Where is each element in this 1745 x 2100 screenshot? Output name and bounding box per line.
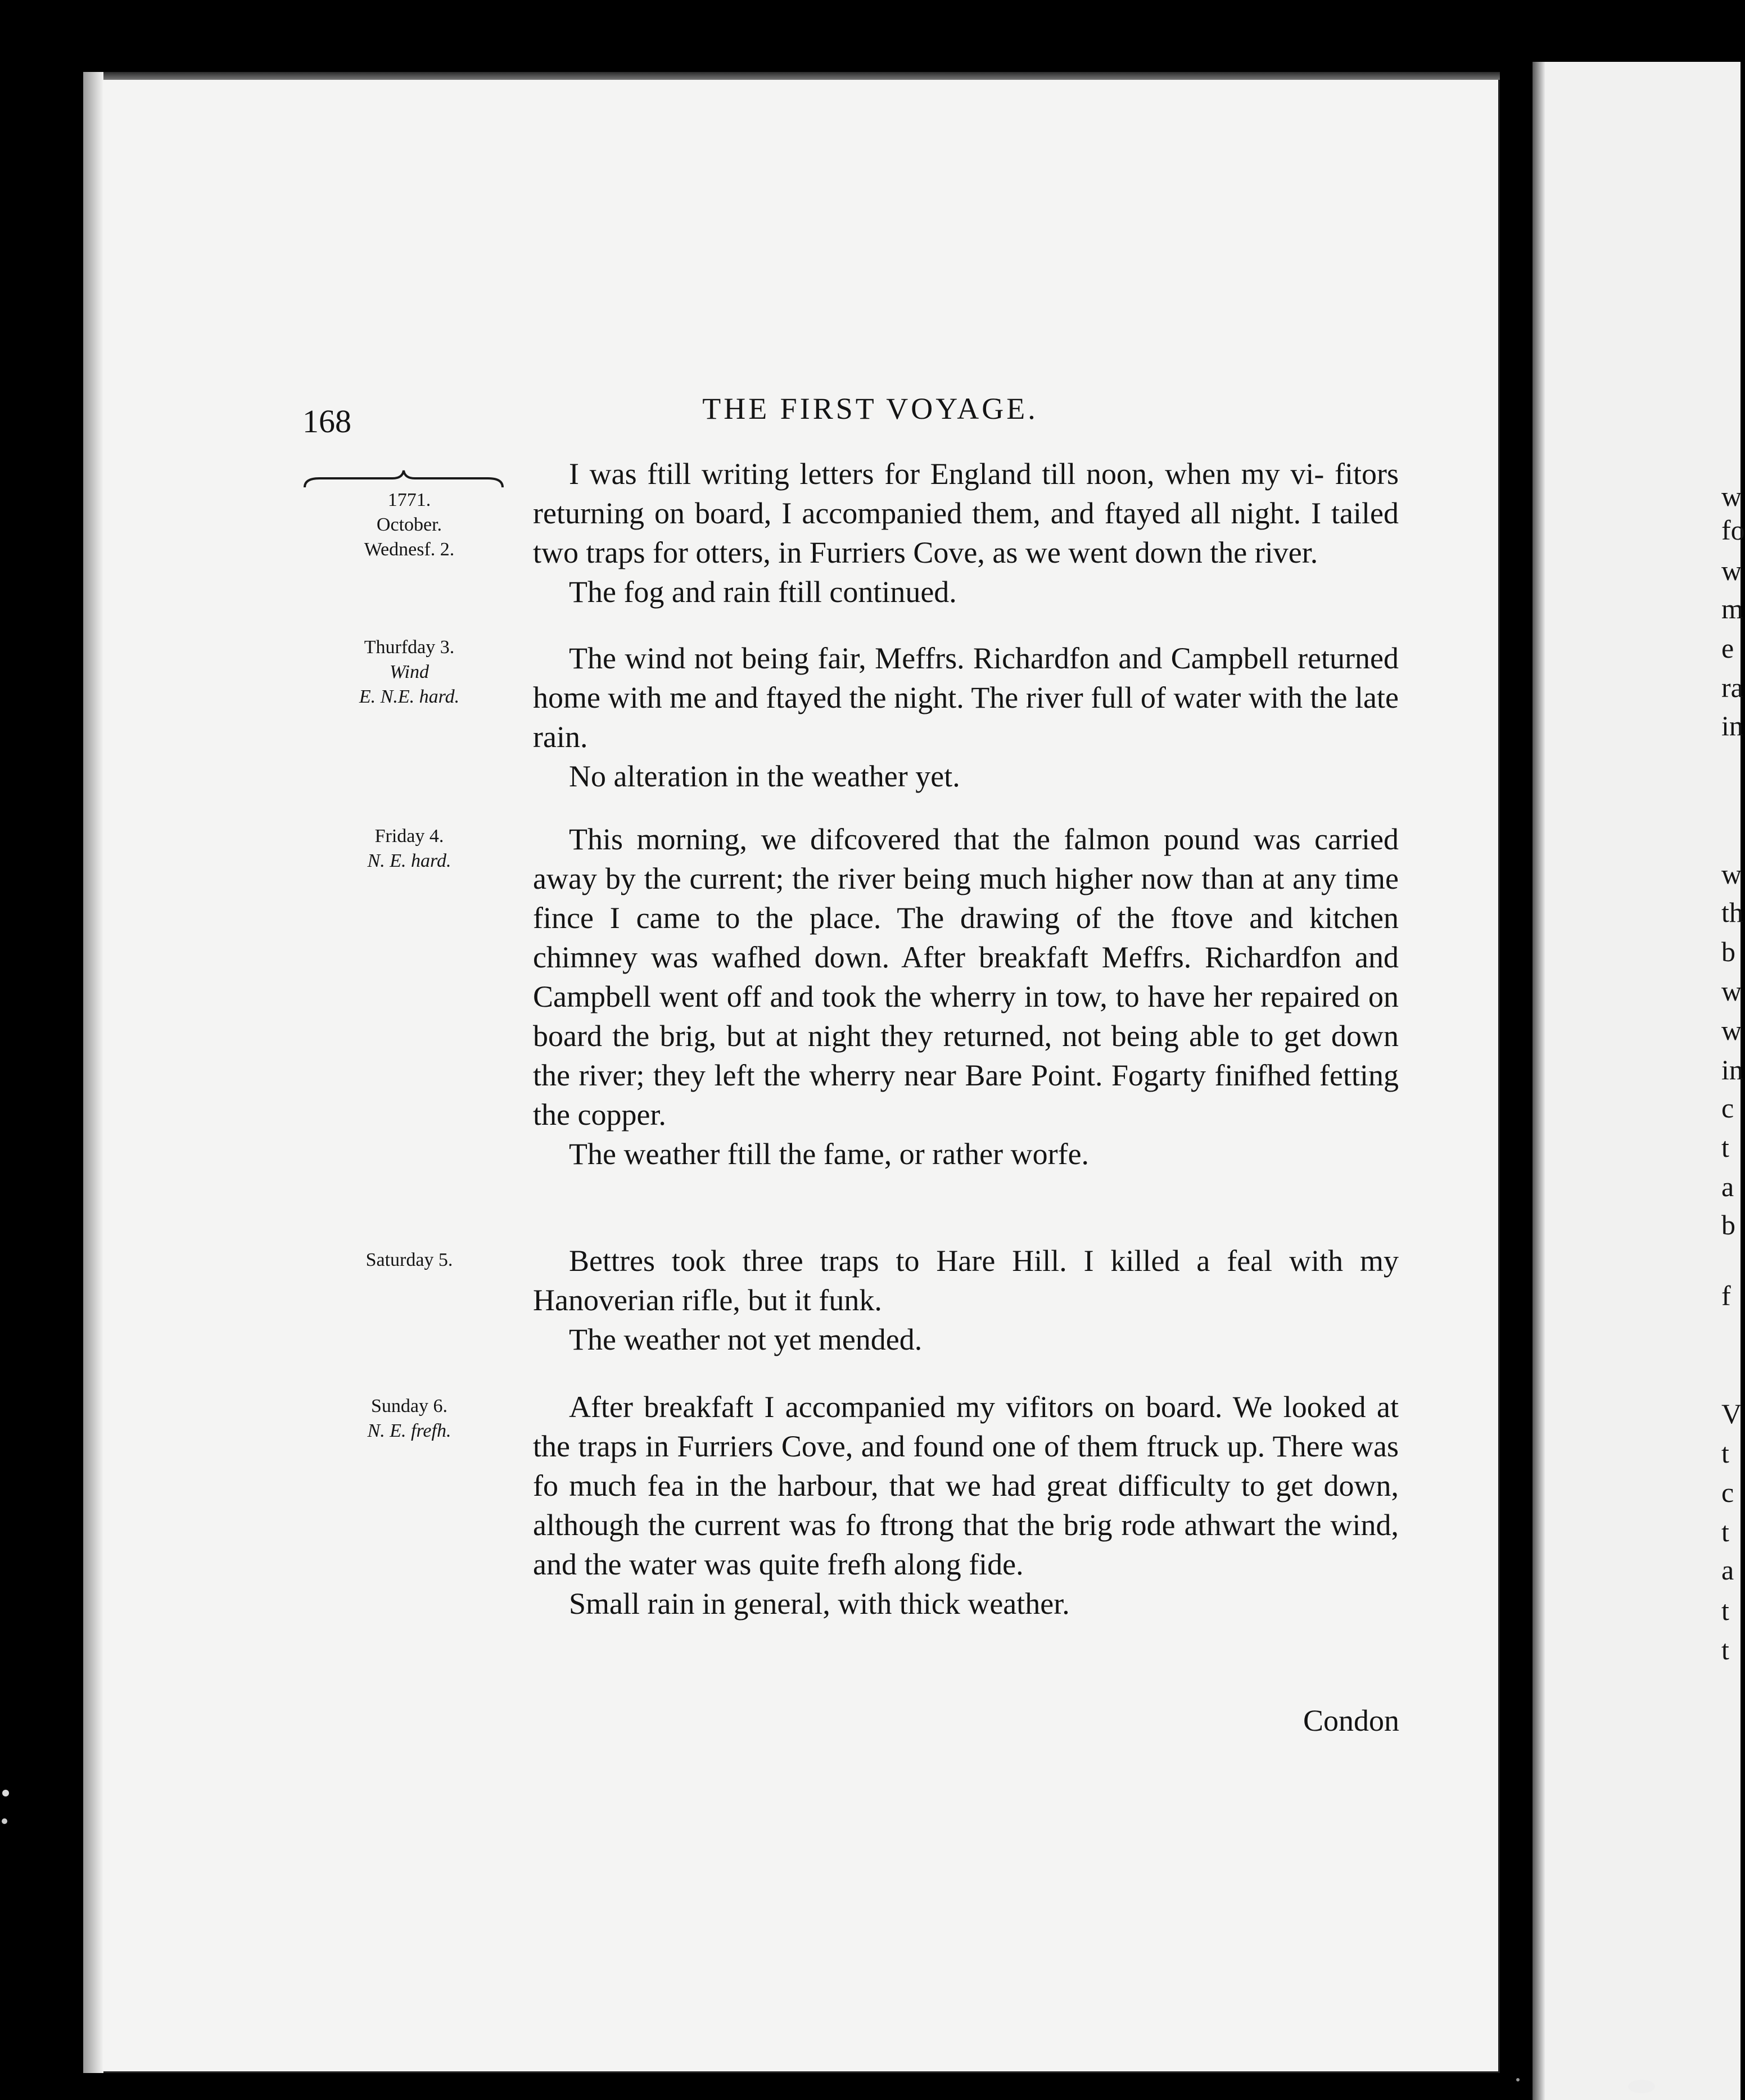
page-number: 168 xyxy=(302,403,351,440)
entry-text: This morning, we difcovered that the falmon pound was carried away by the current; the river being much higher now than at any time fince I came to the place. The drawing of the ftove and kitchen chimney was wafhed down. After breakfaft Meffrs. Richardfon and Campbell went off and took the wherry in tow, to have her repaired on board the brig, but at night they returned, not being able to get down the river; they left the wherry near Bare Point. Fogarty finifhed fetting the copper. xyxy=(533,822,1399,1132)
weather-note: Small rain in general, with thick weather. xyxy=(569,1587,1070,1621)
margin-day: Saturday 5. xyxy=(365,1250,453,1270)
margin-wind: E. N.E. hard. xyxy=(359,686,460,707)
margin-year: 1771. xyxy=(387,490,431,510)
adjacent-page-fragment: t xyxy=(1721,1595,1729,1626)
margin-month: October. xyxy=(376,514,442,535)
adjacent-page-fragment: t xyxy=(1721,1516,1729,1547)
adjacent-page-fragment: in xyxy=(1721,710,1743,741)
entry-text: After breakfaft I accompanied my vifitors on board. We looked at the traps in Furriers Cove, and found one of them ftruck up. There was fo much fea in the harbour, that we had great difficulty to get down, although the current was fo ftrong that the brig rode athwart the wind, and the water was quite frefh along fide. xyxy=(533,1390,1399,1581)
margin-day: Sunday 6. xyxy=(371,1396,447,1416)
running-head-text: THE FIRST VOYAGE. xyxy=(702,392,1038,426)
weather-note: The fog and rain ftill continued. xyxy=(569,575,957,609)
adjacent-page-fragment: c xyxy=(1721,1092,1734,1124)
adjacent-page-fragment: b xyxy=(1721,1209,1735,1241)
adjacent-page-fragment: t xyxy=(1721,1132,1729,1163)
adjacent-page-fragment: m xyxy=(1721,593,1743,624)
adjacent-page-fragment: e xyxy=(1721,632,1734,664)
margin-day: Friday 4. xyxy=(374,826,444,847)
adjacent-page-fragment: c xyxy=(1721,1477,1734,1508)
catchword: Condon xyxy=(1303,1704,1400,1737)
adjacent-page-fragment: t xyxy=(1721,1634,1729,1665)
adjacent-page-fragment: V xyxy=(1721,1398,1742,1429)
adjacent-page-fragment: w xyxy=(1721,858,1742,890)
adjacent-page-fragment: in xyxy=(1721,1054,1743,1085)
adjacent-page-fragment: w xyxy=(1721,555,1742,586)
entry-text: The wind not being fair, Meffrs. Richardfon and Campbell returned home with me and ftayed the night. The river full of water with the late rain. xyxy=(533,641,1399,754)
adjacent-page-fragment: t xyxy=(1721,1437,1729,1469)
margin-day: Thurfday 3. xyxy=(364,637,455,658)
entry-text: Bettres took three traps to Hare Hill. I killed a feal with my Hanoverian rifle, but it funk. xyxy=(533,1244,1399,1317)
adjacent-page-fragment: w xyxy=(1721,481,1742,512)
weather-note: The weather not yet mended. xyxy=(569,1323,923,1356)
adjacent-page-fragment: ra xyxy=(1721,672,1743,703)
weather-note: No alteration in the weather yet. xyxy=(569,759,960,793)
adjacent-page-fragment: a xyxy=(1721,1171,1734,1202)
margin-wind: Wind xyxy=(390,662,429,682)
adjacent-page-fragment: th xyxy=(1721,897,1743,928)
margin-day: Wednesf. 2. xyxy=(364,539,455,560)
adjacent-page-fragment: b xyxy=(1721,936,1735,967)
adjacent-page-fragment: w xyxy=(1721,1015,1742,1046)
weather-note: The weather ftill the fame, or rather worfe. xyxy=(569,1137,1090,1171)
adjacent-page-fragment: fo xyxy=(1721,514,1745,546)
margin-wind: N. E. hard. xyxy=(367,850,451,871)
adjacent-page-fragment: f xyxy=(1721,1280,1731,1311)
entry-text: I was ftill writing letters for England till noon, when my vi- fitors returning on board, I accompanied them, and ftayed all night. I tailed two traps for otters, in Furriers Cove, as we went down the river. xyxy=(533,457,1399,569)
adjacent-page-fragment: w xyxy=(1721,975,1742,1007)
margin-wind: N. E. frefh. xyxy=(367,1420,451,1441)
adjacent-page-fragment: a xyxy=(1721,1554,1734,1586)
